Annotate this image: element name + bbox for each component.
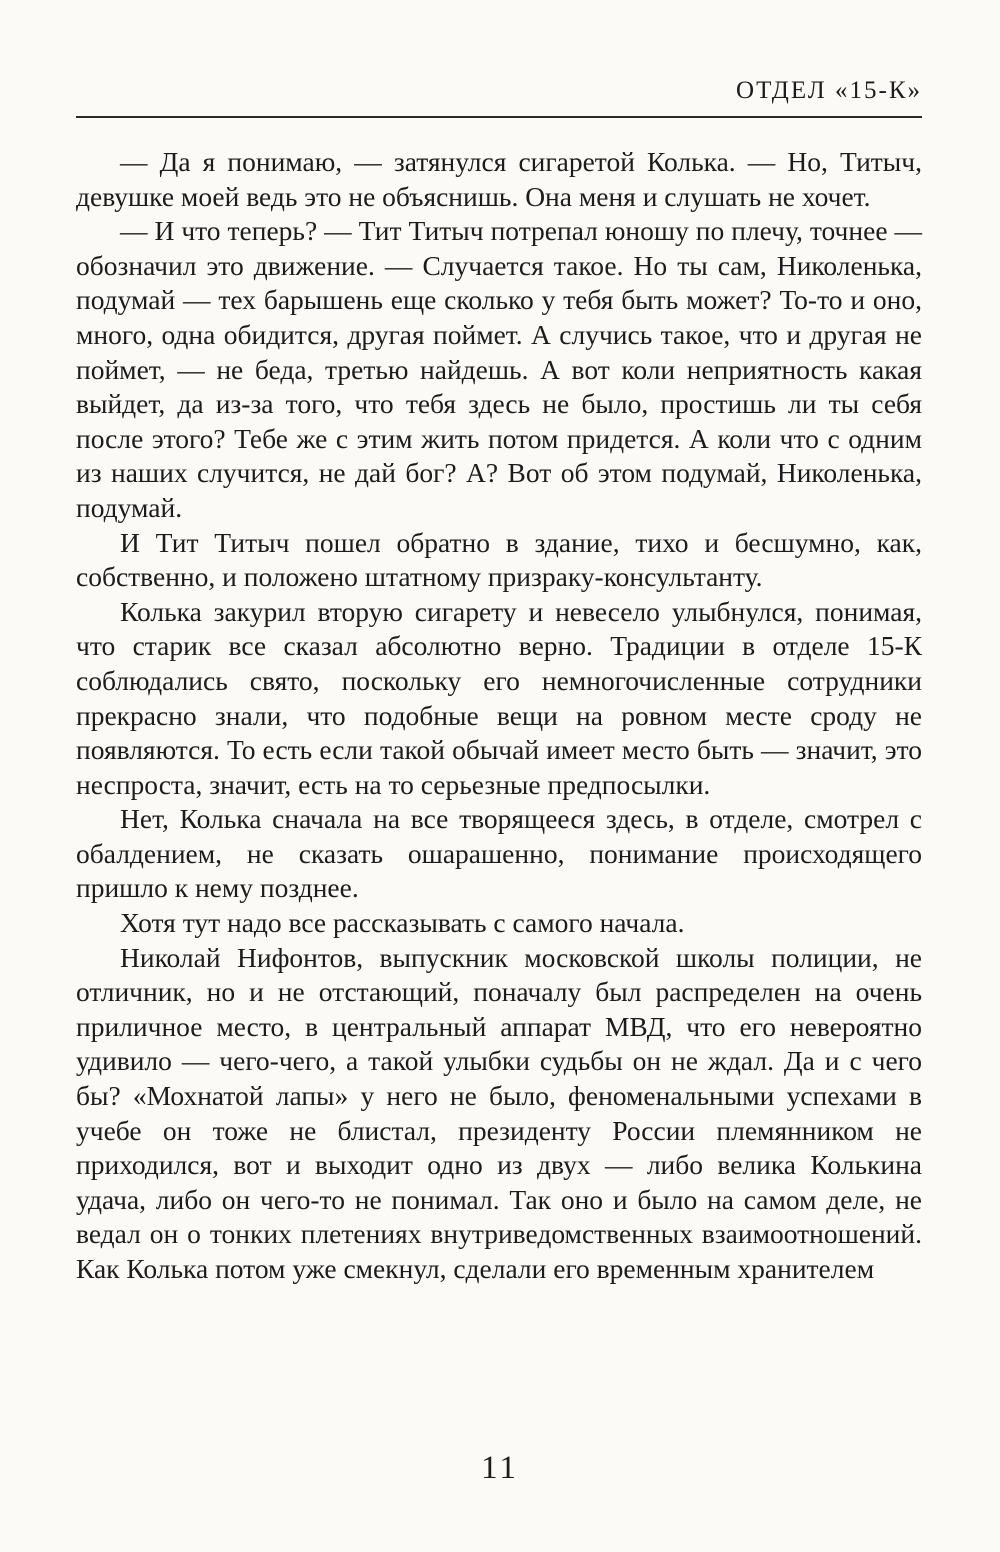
paragraph: И Тит Титыч пошел обратно в здание, тихо и бесшумно, как, собственно, и положено штатному призраку-консультанту. [76,526,922,593]
paragraph: — Да я понимаю, — затянулся сигаретой Колька. — Но, Титыч, девушке моей ведь это не объяснишь. Она меня и слушать не хочет. [76,146,922,212]
paragraph: Хотя тут надо все рассказывать с самого начала. [120,907,685,939]
paragraph: Колька закурил вторую сигарету и невесело улыбнулся, понимая, что старик все сказал абсолютно верно. Традиции в отделе 15-К соблюдались свято, поскольку его немногочисленные сотрудники прекрасно знали, что подобные вещи на ровном месте сроду не появляются. То есть если такой обычай имеет место быть — значит, это неспроста, значит, есть на то серьезные предпосылки. [76,595,922,800]
paragraph: Николай Нифонтов, выпускник московской школы полиции, не отличник, но и не отстающий, поначалу был распределен на очень приличное место, в центральный аппарат МВД, что его невероятно удивило — чего-чего, а такой улыбки судьбы он не ждал. Да и с чего бы? «Мохнатой лапы» у него не было, феноменальными успехами в учебе он тоже не блистал, президенту России племянником не приходился, вот и выходит одно из двух — либо велика Колькина удача, либо он чего-то не понимал. Так оно и было на самом деле, не ведал он о тонких плетениях внутриведомственных взаимоотношений. Как Колька потом уже смекнул, сделали его временным хранителем [76,941,922,1284]
body-text [76,145,922,1287]
paragraph: Нет, Колька сначала на все творящееся здесь, в отделе, смотрел с обалдением, не сказать ошарашенно, понимание происходящего пришло к нему позднее. [76,803,922,904]
running-head: ОТДЕЛ «15-К» [736,77,922,104]
paragraph: — И что теперь? — Тит Титыч потрепал юношу по плечу, точнее — обозначил это движение. — Случается такое. Но ты сам, Николенька, подумай — тех барышень еще сколько у тебя быть может? То-то и оно, много, одна обидится, другая поймет. А случись такое, что и другая не поймет, — не беда, третью найдешь. А вот коли неприятность какая выйдет, да из-за того, что тебя здесь не было, простишь ли ты себя после этого? Тебе же с этим жить потом придется. А коли что с одним из наших случится, не дай бог? А? Вот об этом подумай, Николенька, подумай. [76,215,922,523]
header-rule [76,116,922,118]
page-number: 11 [481,1450,519,1486]
